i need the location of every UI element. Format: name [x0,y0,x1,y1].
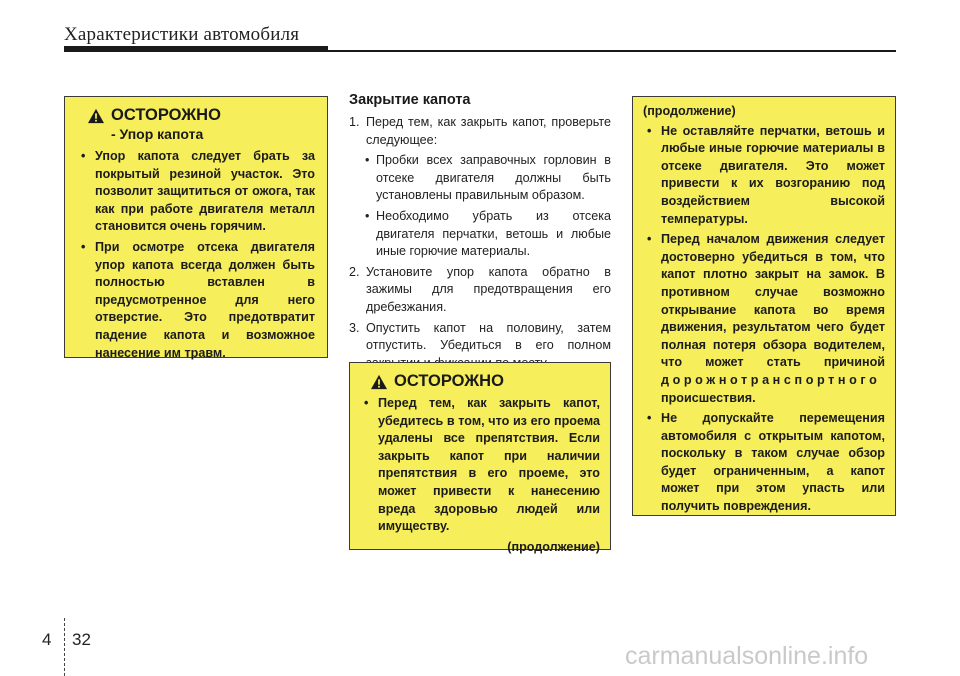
warning-bullet-tail: происшествия. [661,390,756,405]
step-number: 1. [349,115,360,129]
warning-triangle-icon [87,108,105,124]
warning-subtitle: - Упор капота [111,126,204,142]
warning-heading-text: ОСТОРОЖНО [111,106,221,124]
step-text: Установите упор капота обратно в зажимы для предотвращения его дребезжания. [366,264,611,314]
step-subitem [349,152,611,205]
warning-triangle-icon [370,374,388,390]
warning-bullet: • Упор капота следует брать за покрытый резиной участок. Это позволит защититься от ожога, так как при работе двигателя металл становится очень горячим. [77,148,315,236]
warning-bullet-text: Перед началом движения следует достоверно убедиться в том, что капот плотно закрыт на замок. В противном случае возможно открывание капота во время движения, результатом чего будет полная потеря обзора водителем, что может стать причиной [661,232,885,370]
warning-box-hood-stay [64,96,328,358]
spaced-word: дорожнотранспортного [661,372,881,387]
step-subitem [349,208,611,261]
watermark: carmanualsonline.info [625,642,869,670]
step-subitem-text: Пробки всех заправочных горловин в отсеке двигателя должны быть установлены правильным образом. [376,153,611,203]
continued-label: (продолжение) [643,104,736,118]
warning-heading [370,372,600,391]
warning-box-continued [632,96,896,516]
warning-bullet [643,231,885,407]
warning-heading-text: ОСТОРОЖНО [394,372,504,390]
step-number: 3. [349,320,360,335]
step-item [349,114,611,149]
step-item [349,264,611,317]
closing-hood-section [349,92,611,375]
step-text: Опустить капот на половину, затем отпустить. Убедиться в его полном [366,320,611,353]
step-text: Перед тем, как закрыть капот, проверьте следующее: [366,115,611,147]
warning-bullet: • Не допускайте перемещения автомобиля с открытым капотом, поскольку в таком случае обзор будет ограниченным, а капот может при этом упасть или получить повреждения. [643,410,885,516]
header-rule-thin [64,50,896,52]
page-header-title: Характеристики автомобиля [64,24,300,45]
step-number: 2. [349,264,360,279]
warning-heading [87,106,315,125]
section-title: Закрытие капота [349,92,471,108]
continued-label: (продолжение) [507,539,600,554]
warning-bullet: • Не оставляйте перчатки, ветошь и любые иные горючие материалы в отсеке двигателя. Это может привести к их возгоранию под воздействием высокой температуры. [643,123,885,229]
warning-box-obstacles [349,362,611,554]
footer-divider [64,618,65,676]
page-number: 32 [72,630,91,649]
warning-bullet: • При осмотре отсека двигателя упор капота всегда должен быть полностью вставлен в предусмотренное для него отверстие. Это предотвратит падение капота и возможное нанесение им травм. [77,239,315,362]
bullet-dot: • [365,208,370,223]
section-number: 4 [42,630,52,649]
warning-bullet: • Перед тем, как закрыть капот, убедитесь в том, что из его проема удалены все препятствия. Если закрыть капот при наличии препятствия в его проеме, это может привести к нанесению вреда здоровью людей или имуществу. [360,395,600,536]
bullet-dot: • [365,153,370,168]
step-subitem-text: Необходимо убрать из отсека двигателя перчатки, ветошь и любые иные горючие материалы. [376,208,611,259]
